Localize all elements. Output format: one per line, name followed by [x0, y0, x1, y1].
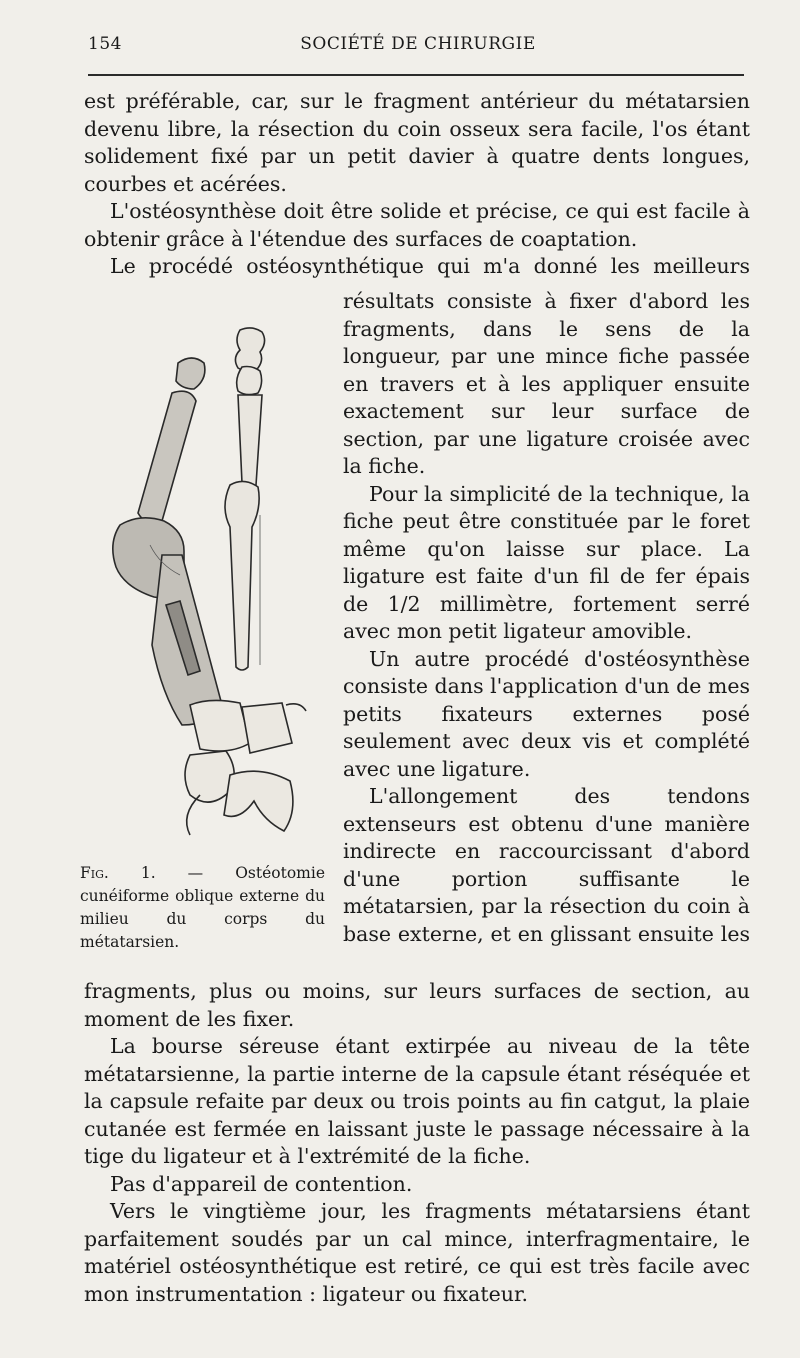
- page-number: 154: [88, 34, 122, 54]
- paragraph: L'ostéosynthèse doit être solide et précise, ce qui est facile à obtenir grâce à l'étendue des surfaces de coaptation.: [84, 199, 750, 251]
- paragraph: résultats consiste à fixer d'abord les fragments, dans le sens de la longueur, par une mince fiche passée en travers et à les appliquer ensuite exactement sur leur surface de section, par une ligature croisée avec la fiche.: [343, 289, 750, 478]
- paragraph: Le procédé ostéosynthétique qui m'a donné les meilleurs: [110, 254, 750, 278]
- paragraph: fragments, plus ou moins, sur leurs surfaces de section, au moment de les fixer.: [84, 979, 750, 1031]
- paragraph: Un autre procédé d'ostéosynthèse consiste dans l'application d'un de mes petits fixateurs externes posé seulement avec deux vis et complété avec une ligature.: [343, 646, 750, 781]
- figure-foot-bones: [90, 315, 320, 845]
- paragraph: Vers le vingtième jour, les fragments métatarsiens étant parfaitement soudés par un cal mince, interfragmentaire, le matériel ostéosynthétique est retiré, ce qui est très facile avec mon instrumentation : ligateur ou fixateur.: [84, 1199, 750, 1306]
- paragraph: Pas d'appareil de contention.: [110, 1171, 413, 1196]
- paragraph: L'allongement des tendons extenseurs est obtenu d'une manière indirecte en raccourcissant d'abord d'une portion suffisante le métatarsien, par la résection du coin à base externe, et en glissant ensuite les: [343, 784, 750, 946]
- figure-caption-text: — Ostéotomie cunéiforme oblique externe du milieu du corps du métatarsien.: [80, 864, 325, 951]
- text-block-bottom: [84, 978, 750, 1308]
- paragraph: Pour la simplicité de la technique, la fiche peut être constituée par le foret même qu'on laisse sur place. La ligature est faite d'un fil de fer épais de 1/2 millimètre, fortement serré avec mon petit ligateur amovible.: [343, 481, 750, 643]
- metatarsal-illustration: [90, 315, 320, 845]
- figure-label: Fig. 1.: [80, 864, 156, 882]
- running-title: SOCIÉTÉ DE CHIRURGIE: [300, 34, 536, 54]
- figure-caption: [80, 862, 325, 954]
- paragraph: est préférable, car, sur le fragment antérieur du métatarsien devenu libre, la résection du coin osseux sera facile, l'os étant solidement fixé par un petit davier à quatre dents longues, courbes et acérées.: [84, 89, 750, 196]
- page-header: [88, 34, 748, 60]
- text-block-top: [84, 88, 750, 281]
- paragraph: La bourse séreuse étant extirpée au niveau de la tête métatarsienne, la partie interne de la capsule étant réséquée et la capsule refaite par deux ou trois points au fin catgut, la plaie cutanée est fermée en laissant juste le passage nécessaire à la tige du ligateur et à l'extrémité de la fiche.: [84, 1034, 750, 1168]
- text-block-column: [343, 288, 750, 948]
- header-rule: [88, 74, 744, 76]
